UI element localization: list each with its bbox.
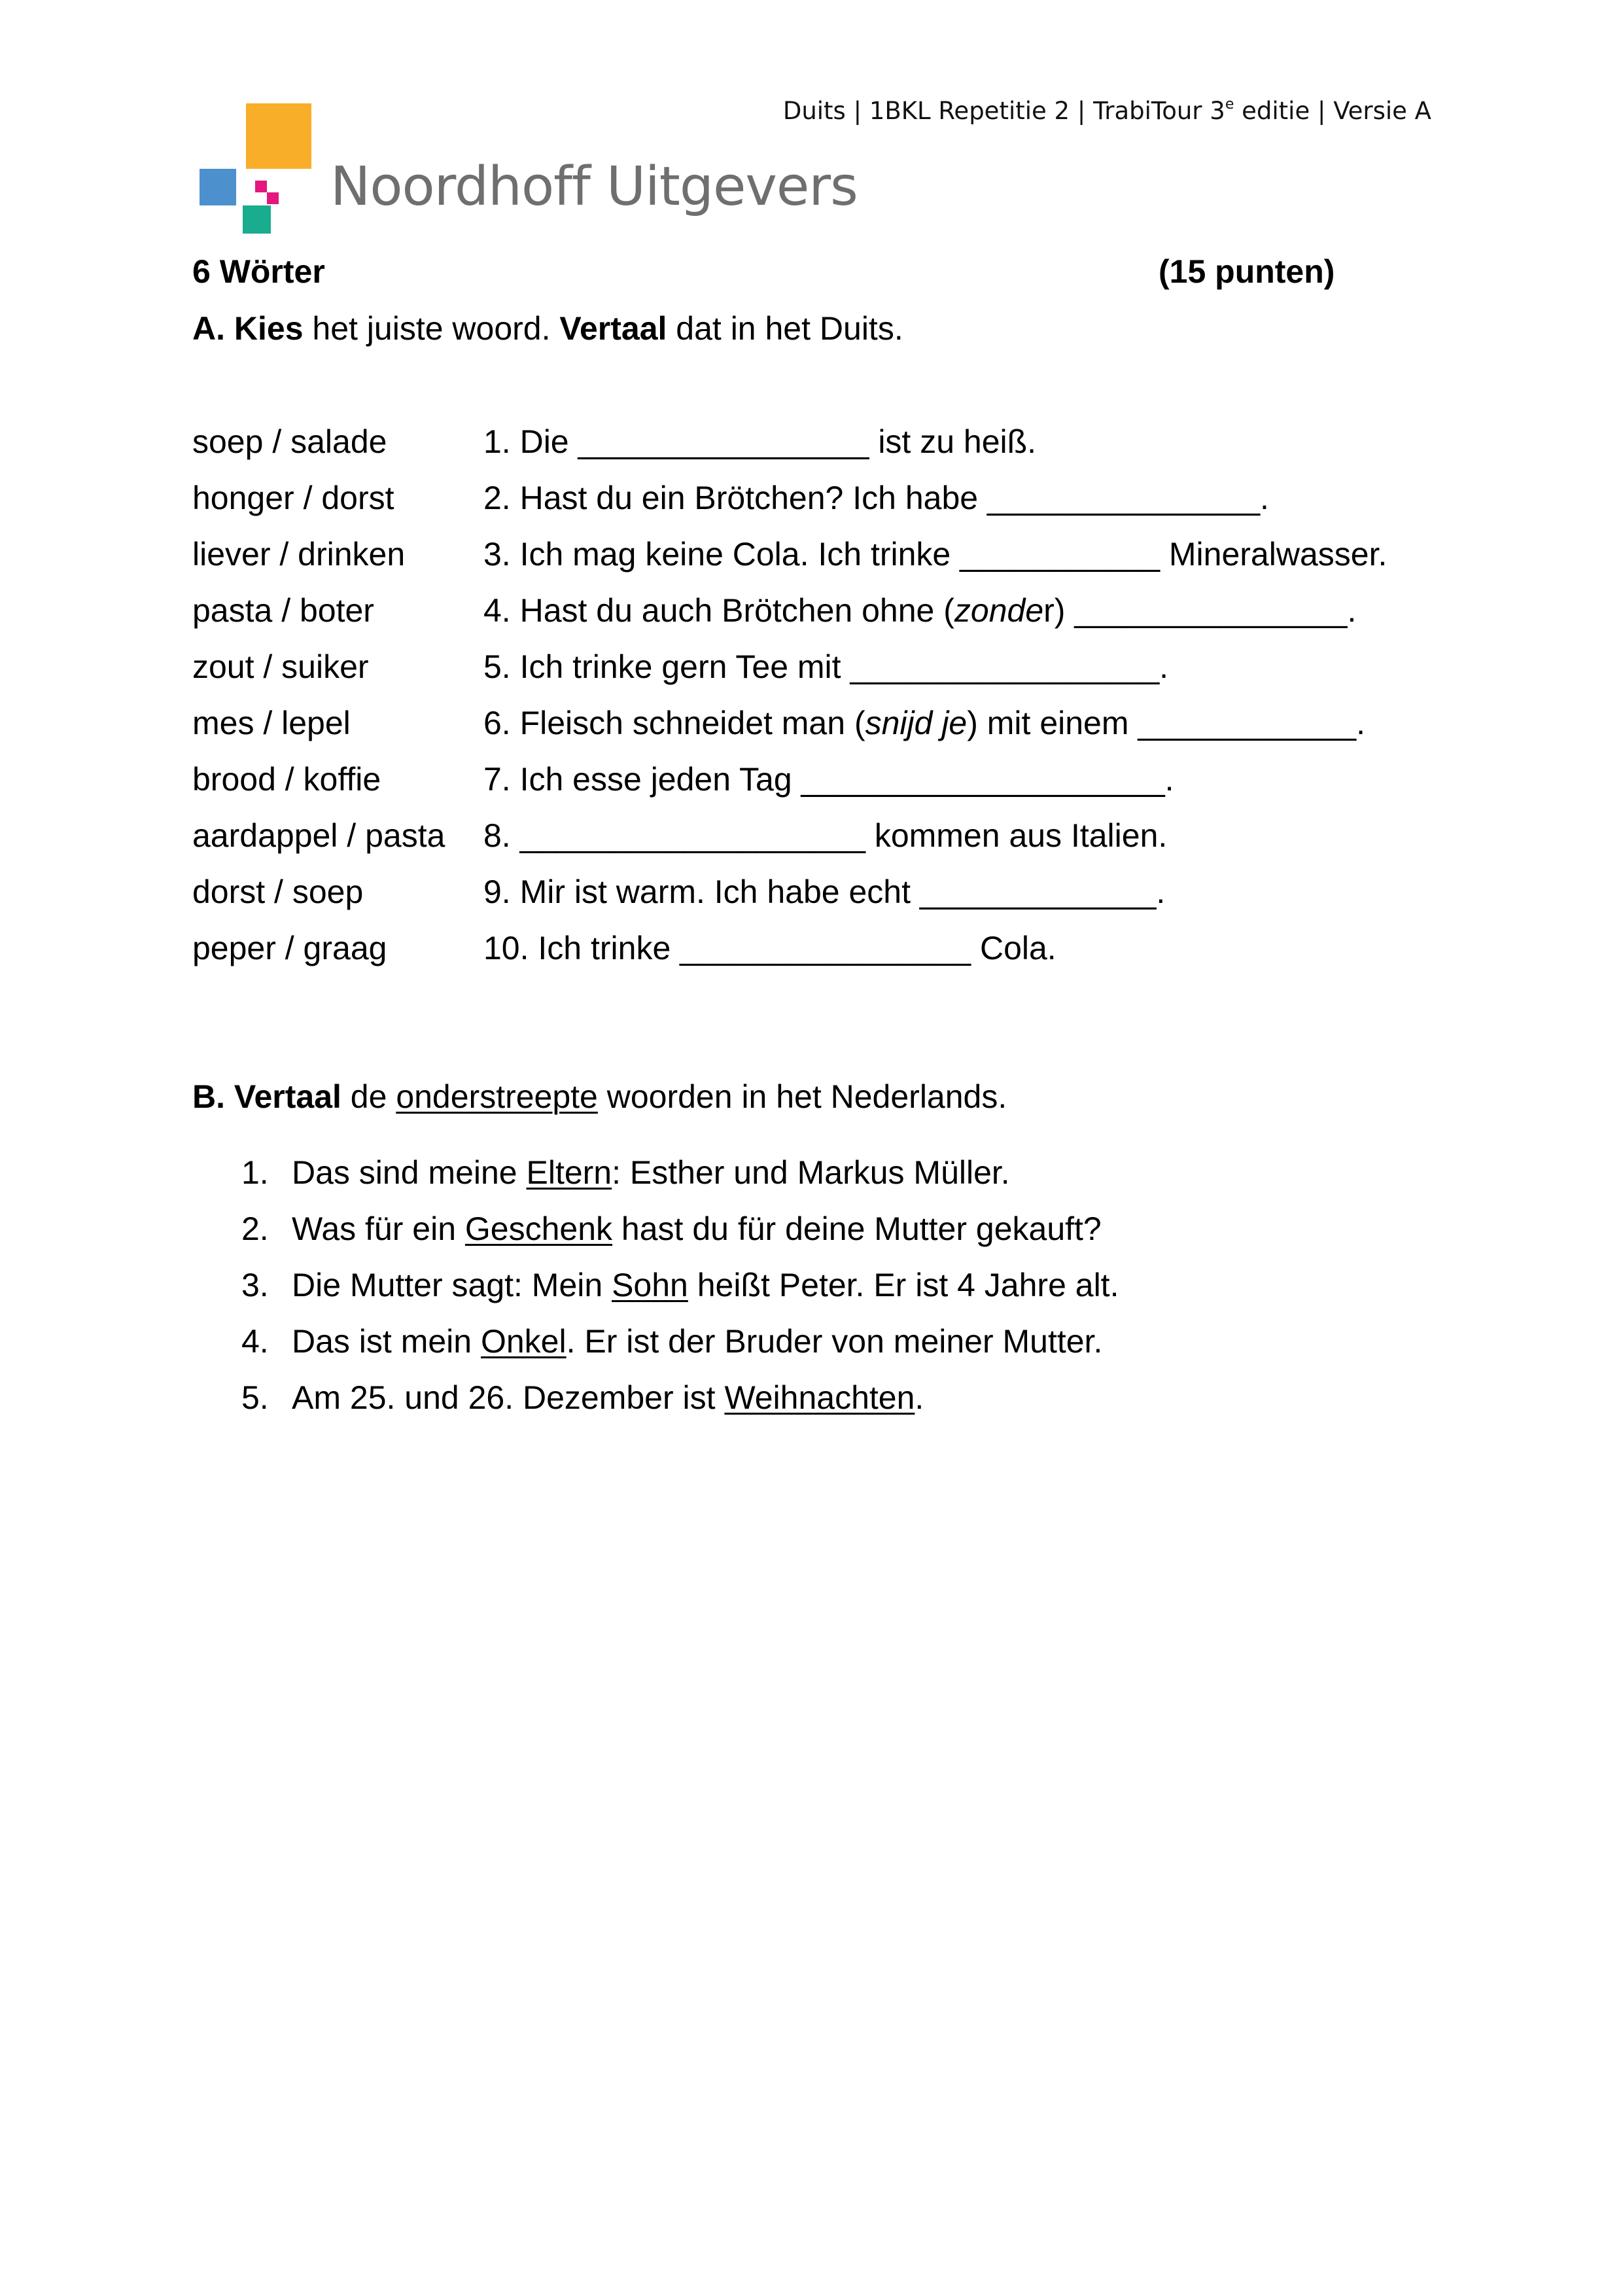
underlined-word: Weihnachten: [724, 1379, 915, 1416]
list-text-end: .: [915, 1379, 924, 1416]
part-b-underlined: onderstreepte: [396, 1078, 598, 1115]
list-number: 4.: [241, 1323, 269, 1360]
sentence-7: 7. Ich esse jeden Tag ____________________.: [483, 761, 1174, 798]
part-a-instruction: [192, 312, 903, 345]
hint-4: pasta / boter: [192, 592, 374, 629]
hint-3: liever / drinken: [192, 536, 406, 573]
part-a-vertaal: Vertaal: [559, 310, 667, 347]
sentence-6-pre: 6. Fleisch schneidet man (: [483, 705, 865, 741]
section-points: (15 punten): [1159, 253, 1335, 290]
header-superscript: e: [1225, 96, 1234, 113]
list-text-end: : Esther und Markus Müller.: [612, 1154, 1010, 1191]
list-text-end: heißt Peter. Er ist 4 Jahre alt.: [688, 1267, 1119, 1303]
sentence-4-pre: 4. Hast du auch Brötchen ohne (: [483, 592, 954, 629]
logo-teal-square: [243, 205, 271, 234]
hint-1: soep / salade: [192, 423, 387, 460]
sentence-4: [483, 594, 1356, 627]
part-b-instruction: [192, 1080, 1007, 1113]
publisher-logo: [200, 103, 858, 241]
part-b-text-end: woorden in het Nederlands.: [597, 1078, 1007, 1115]
section-title: 6 Wörter: [192, 253, 325, 290]
header-text-end: editie | Versie A: [1234, 97, 1431, 125]
sentence-9: 9. Mir ist warm. Ich habe echt _____________.: [483, 874, 1166, 910]
hint-8: aardappel / pasta: [192, 817, 445, 854]
list-item-4: [241, 1325, 1102, 1358]
list-text: Was für ein: [292, 1210, 465, 1247]
sentence-6-post: ) mit einem ____________.: [967, 705, 1365, 741]
logo-orange-square: [246, 103, 311, 169]
list-number: 1.: [241, 1154, 269, 1191]
list-number: 2.: [241, 1210, 269, 1247]
logo-blue-square: [200, 169, 236, 205]
underlined-word: Sohn: [612, 1267, 688, 1303]
logo-magenta-square-2: [267, 192, 279, 204]
sentence-6-italic: snijd je: [865, 705, 968, 741]
hint-7: brood / koffie: [192, 761, 381, 798]
sentence-6: [483, 707, 1365, 739]
part-a-text: het juiste woord.: [303, 310, 560, 347]
underlined-word: Geschenk: [464, 1210, 613, 1247]
hint-5: zout / suiker: [192, 648, 369, 685]
hint-2: honger / dorst: [192, 480, 394, 516]
logo-magenta-square: [255, 181, 267, 192]
list-item-2: [241, 1212, 1102, 1245]
sentence-10: 10. Ich trinke ________________ Cola.: [483, 930, 1056, 966]
sentence-5: 5. Ich trinke gern Tee mit _________________.: [483, 648, 1169, 685]
part-b-text: de: [341, 1078, 396, 1115]
list-item-3: [241, 1269, 1119, 1301]
list-text: Das sind meine: [292, 1154, 527, 1191]
list-text: Am 25. und 26. Dezember ist: [292, 1379, 725, 1416]
sentence-3: 3. Ich mag keine Cola. Ich trinke ___________ Mineralwasser.: [483, 536, 1387, 573]
list-number: 5.: [241, 1379, 269, 1416]
underlined-word: Onkel: [480, 1323, 567, 1360]
header-text: Duits | 1BKL Repetitie 2 | TrabiTour 3: [782, 97, 1225, 125]
part-a-kies: A. Kies: [192, 310, 304, 347]
part-b-label: B. Vertaal: [192, 1078, 341, 1115]
sentence-2: 2. Hast du ein Brötchen? Ich habe _______________.: [483, 480, 1269, 516]
hint-9: dorst / soep: [192, 874, 364, 910]
sentence-8: 8. ___________________ kommen aus Italien.: [483, 817, 1168, 854]
logo-brand-text: Noordhoff Uitgevers: [330, 156, 858, 218]
list-text-end: hast du für deine Mutter gekauft?: [612, 1210, 1102, 1247]
list-item-1: [241, 1156, 1010, 1189]
underlined-word: Eltern: [526, 1154, 612, 1191]
list-number: 3.: [241, 1267, 269, 1303]
hint-10: peper / graag: [192, 930, 387, 966]
sentence-1: 1. Die ________________ ist zu heiß.: [483, 423, 1037, 460]
document-header: [783, 97, 1431, 125]
hint-6: mes / lepel: [192, 705, 351, 741]
list-item-5: [241, 1381, 924, 1414]
part-a-text-end: dat in het Duits.: [667, 310, 903, 347]
list-text-end: . Er ist der Bruder von meiner Mutter.: [566, 1323, 1103, 1360]
sentence-4-italic: zonde: [954, 592, 1044, 629]
list-text: Die Mutter sagt: Mein: [292, 1267, 612, 1303]
sentence-4-post: r) _______________.: [1043, 592, 1357, 629]
list-text: Das ist mein: [292, 1323, 481, 1360]
